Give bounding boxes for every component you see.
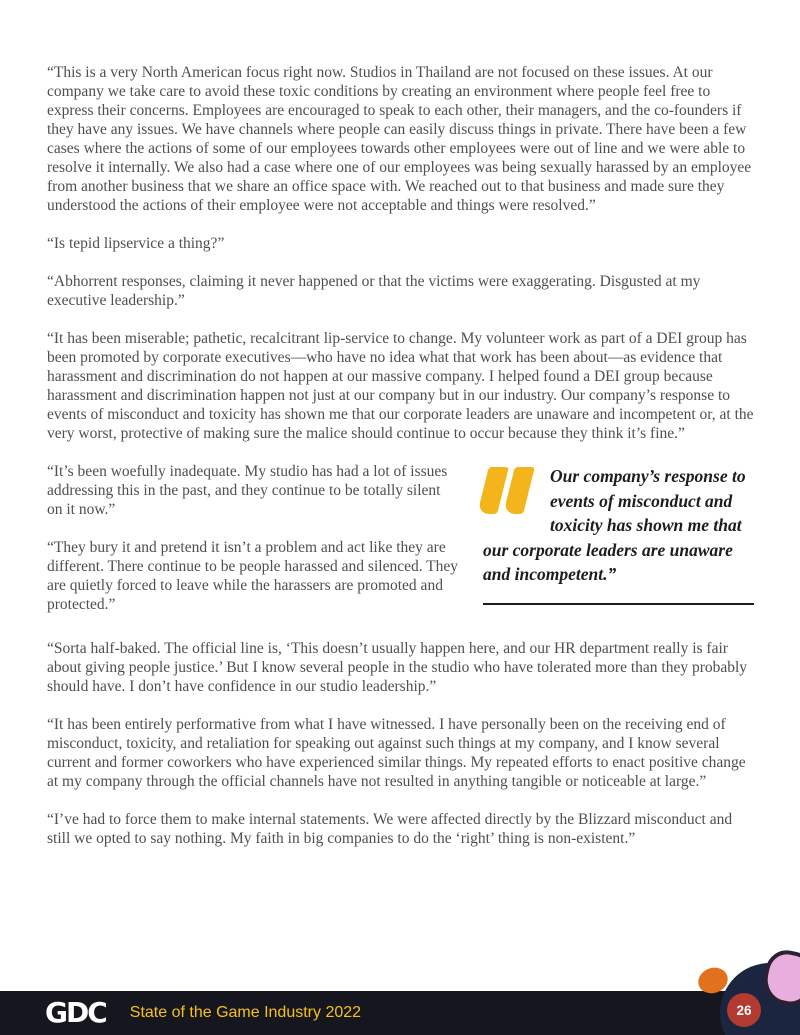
page-content — [47, 63, 754, 867]
footer-title: State of the Game Industry 2022 — [129, 1004, 362, 1021]
quote-paragraph: “I’ve had to force them to make internal statements. We were affected directly by the Blizzard misconduct and still we opted to say nothing. My faith in big companies to do the ‘right’ thing is non-existent.” — [47, 811, 733, 847]
open-quote-icon — [483, 467, 541, 517]
left-column — [47, 462, 459, 633]
pull-quote-body — [483, 464, 754, 587]
gdc-logo: GDC — [45, 996, 106, 1029]
page-number: 26 — [736, 1002, 752, 1018]
pull-quote-divider — [483, 603, 754, 605]
quote-paragraph: “Sorta half-baked. The official line is, ‘This doesn’t usually happen here, and our HR department really is fair about giving people justice.’ But I know several people in the studio who have tolerated more than they probably should have. I don’t have confidence in our studio leadership.” — [47, 640, 748, 695]
pull-quote-text: Our company’s response to events of misconduct and toxicity has shown me that our corporate leaders are unaware and incompetent.” — [483, 466, 746, 584]
quote-paragraph: “It has been miserable; pathetic, recalcitrant lip-service to change. My volunteer work as part of a DEI group has been promoted by corporate executives—who have no idea what that work has been about—as evidence that harassment and discrimination do not happen at our massive company. I helped found a DEI group because harassment and discrimination happen not just at our company but in our industry. Our company’s response to events of misconduct and toxicity has shown me that our corporate leaders are unaware and incompetent or, at the very worst, protective of making sure the malice should continue to occur because they think it’s fine.” — [47, 330, 754, 442]
footer-bar — [0, 991, 800, 1035]
quote-paragraph: “It has been entirely performative from what I have witnessed. I have personally been on the receiving end of misconduct, toxicity, and retaliation for speaking out against such things at my company, and I know several current and former coworkers who have experienced similar things. My repeated efforts to enact positive change at my company through the official channels have not resulted in anything tangible or noticeable at large.” — [47, 716, 746, 790]
quote-paragraph: “Abhorrent responses, claiming it never happened or that the victims were exaggerating. Disgusted at my executive leadership.” — [47, 273, 701, 309]
two-column-section — [47, 462, 754, 633]
quote-paragraph: “This is a very North American focus right now. Studios in Thailand are not focused on these issues. At our company we take care to avoid these toxic conditions by creating an environment where people feel free to express their concerns. Employees are encouraged to speak to each other, their managers, and the co-founders if they have any issues. We have channels where people can easily discuss things in private. There have been a few cases where the actions of some of our employees towards other employees were out of line and we were able to resolve it internally. We also had a case where one of our employees was being sexually harassed by an employee from another business that we share an office space with. We reached out to that business and made sure they understood the actions of their employee were not acceptable and things were resolved.” — [47, 64, 752, 214]
quote-paragraph: “It’s been woefully inadequate. My studio has had a lot of issues addressing this in the past, and they continue to be totally silent on it now.” — [47, 463, 448, 518]
quote-paragraph: “They bury it and pretend it isn’t a problem and act like they are different. There continue to be people harassed and silenced. They are quietly forced to leave while the harassers are promoted and protected.” — [47, 539, 459, 613]
page-number-badge — [727, 993, 761, 1027]
quote-paragraph: “Is tepid lipservice a thing?” — [47, 235, 225, 252]
pull-quote — [483, 462, 754, 633]
